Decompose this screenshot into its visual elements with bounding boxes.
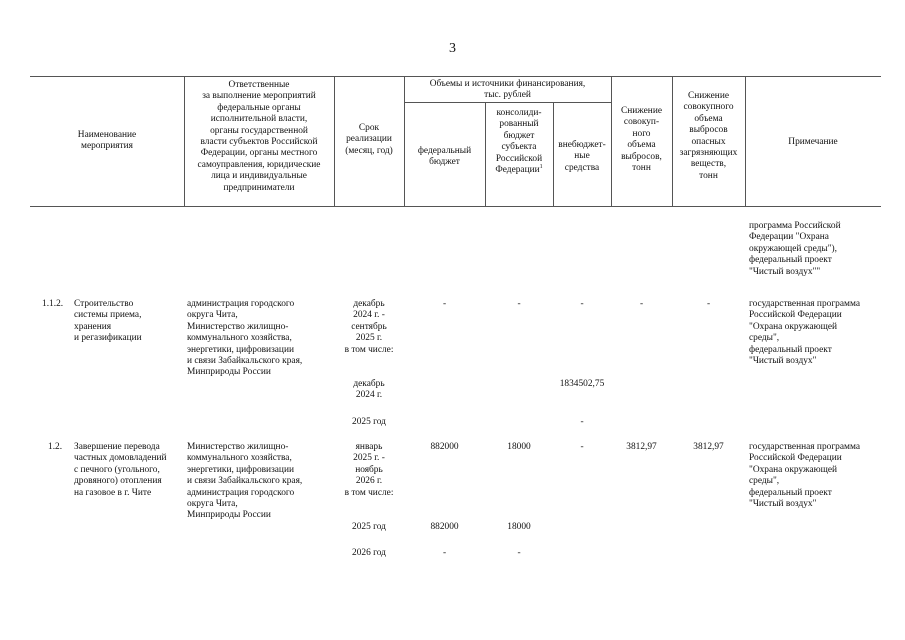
sub-term: 2025 год	[352, 417, 386, 427]
header-bottom-border	[30, 206, 881, 207]
row-term: январь 2025 г. - ноябрь 2026 г. в том числе:	[344, 442, 394, 498]
row-note: государственная программа Российской Федерации "Охрана окружающей среды", федеральный проект "Чистый воздух"	[749, 442, 860, 510]
header-note: Примечание	[788, 137, 838, 147]
header-offbudget: внебюджет- ные средства	[558, 140, 606, 173]
row-number: 1.2.	[48, 442, 63, 452]
sub-regional: 18000	[507, 522, 531, 532]
header-reduction-total: Снижение совокуп- ного объема выбросов, тонн	[621, 106, 662, 174]
header-finance-group: Объемы и источники финансирования, тыс. рублей	[429, 79, 586, 101]
row-name: Завершение перевода частных домовладений с печного (угольного, дровяного) отопления на газовое в г. Чите	[74, 442, 167, 498]
row-federal: 882000	[430, 442, 459, 452]
footnote-marker: 1	[539, 163, 543, 170]
row-federal: -	[442, 299, 447, 309]
header-name: Наименование мероприятия	[77, 130, 137, 152]
row-responsible: администрация городского округа Чита, Министерство жилищно- коммунального хозяйства, энергетики, цифровизации и связи Забайкальского края, Минприроды России	[187, 299, 303, 378]
sub-federal: -	[442, 548, 447, 558]
sub-federal: 882000	[430, 522, 459, 532]
row-reduction-total: -	[639, 299, 644, 309]
sub-offbudget: -	[580, 417, 584, 427]
row-reduction-hazard: -	[706, 299, 711, 309]
sub-term: 2025 год	[352, 522, 386, 532]
table-top-border	[30, 76, 881, 77]
row-responsible: Министерство жилищно- коммунального хозяйства, энергетики, цифровизации и связи Забайкальского края, администрация городского округа Чита, Минприроды России	[187, 442, 303, 521]
carryover-note: программа Российской Федерации "Охрана окружающей среды"), федеральный проект "Чистый воздух""	[749, 221, 841, 277]
row-term: декабрь 2024 г. - сентябрь 2025 г. в том числе:	[344, 299, 394, 355]
row-name: Строительство системы приема, хранения и регазификации	[74, 299, 142, 344]
sub-regional: -	[517, 548, 521, 558]
sub-term: декабрь 2024 г.	[353, 379, 385, 401]
sub-offbudget: 1834502,75	[559, 379, 605, 389]
sub-term: 2026 год	[352, 548, 386, 558]
header-federal: федеральный бюджет	[417, 146, 472, 168]
finance-group-underline	[404, 102, 611, 103]
header-regional	[485, 108, 553, 176]
row-regional: 18000	[507, 442, 531, 452]
row-reduction-total: 3812,97	[626, 442, 657, 452]
header-regional-text: консолиди- рованный бюджет субъекта Российской Федерации	[495, 108, 543, 176]
header-term: Срок реализации (месяц, год)	[345, 123, 393, 156]
row-offbudget: -	[580, 442, 584, 452]
row-number: 1.1.2.	[42, 299, 64, 309]
header-responsible: Ответственные за выполнение мероприятий федеральные органы исполнительной власти, органы государственной власти субъектов Российской Федерации, органы местного самоуправления, юридические лица и индивидуальные предприниматели	[197, 80, 321, 193]
page-number: 3	[449, 41, 456, 56]
header-reduction-hazard: Снижение совокупного объема выбросов опасных загрязняющих веществ, тонн	[679, 91, 738, 181]
row-regional: -	[517, 299, 521, 309]
row-offbudget: -	[580, 299, 584, 309]
row-reduction-hazard: 3812,97	[693, 442, 724, 452]
row-note: государственная программа Российской Федерации "Охрана окружающей среды", федеральный проект "Чистый воздух"	[749, 299, 860, 367]
